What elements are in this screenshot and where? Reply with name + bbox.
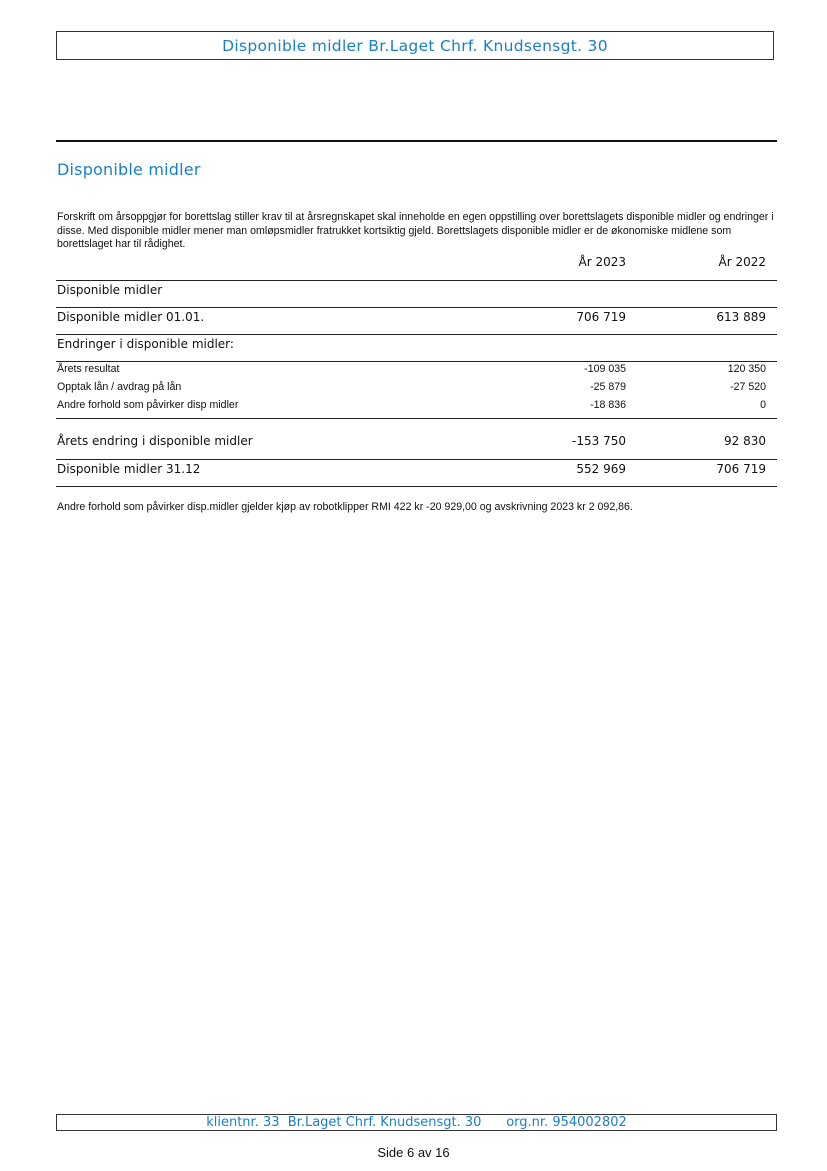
closing-label: Disponible midler 31.12: [57, 462, 201, 476]
closing-value-2022: 706 719: [716, 462, 766, 476]
note-text: Andre forhold som påvirker disp.midler gjelder kjøp av robotklipper RMI 422 kr -20 929,00 og avskrivning 2023 kr 2 092,86.: [57, 501, 633, 513]
item-value-2022: -27 520: [730, 381, 766, 393]
header-title: Disponible midler Br.Laget Chrf. Knudsensgt. 30: [222, 36, 608, 55]
header-title-box: [56, 31, 774, 60]
yearly-change-label: Årets endring i disponible midler: [57, 434, 253, 448]
item-value-2023: -109 035: [584, 363, 626, 375]
opening-value-2023: 706 719: [576, 310, 626, 324]
section-divider: [56, 140, 777, 142]
yearly-change-value-2022: 92 830: [724, 434, 766, 448]
item-value-2022: 120 350: [727, 363, 766, 375]
item-value-2022: 0: [760, 399, 766, 411]
footer-org: org.nr. 954002802: [506, 1115, 627, 1130]
item-label: Årets resultat: [57, 363, 120, 375]
column-header-2023: År 2023: [578, 255, 626, 269]
closing-value-2023: 552 969: [576, 462, 626, 476]
item-value-2023: -18 836: [590, 399, 626, 411]
opening-label: Disponible midler 01.01.: [57, 310, 205, 324]
table-divider: [56, 280, 777, 281]
section-title: Disponible midler: [57, 160, 201, 179]
table-divider: [56, 334, 777, 335]
footer-box: [56, 1114, 777, 1131]
table-divider: [56, 361, 777, 362]
group-label: Disponible midler: [57, 283, 163, 297]
item-value-2023: -25 879: [590, 381, 626, 393]
opening-value-2022: 613 889: [716, 310, 766, 324]
item-label: Opptak lån / avdrag på lån: [57, 381, 182, 393]
yearly-change-value-2023: -153 750: [572, 434, 626, 448]
changes-label: Endringer i disponible midler:: [57, 337, 234, 351]
table-divider: [56, 459, 777, 460]
footer-client: klientnr. 33 Br.Laget Chrf. Knudsensgt. 30: [206, 1115, 482, 1130]
item-label: Andre forhold som påvirker disp midler: [57, 399, 239, 411]
column-header-2022: År 2022: [718, 255, 766, 269]
table-divider: [56, 307, 777, 308]
table-divider: [56, 486, 777, 487]
page-number: Side 6 av 16: [377, 1145, 450, 1160]
intro-paragraph: Forskrift om årsoppgjør for borettslag stiller krav til at årsregnskapet skal inneholde en egen oppstilling over borettslagets disponible midler og endringer i disse. Med disponible midler mener man omløpsmidler fratrukket kortsiktig gjeld. Borettslagets disponible midler er de økonomiske midlene som borettslaget har til rådighet.: [57, 211, 774, 251]
table-divider: [56, 418, 777, 419]
